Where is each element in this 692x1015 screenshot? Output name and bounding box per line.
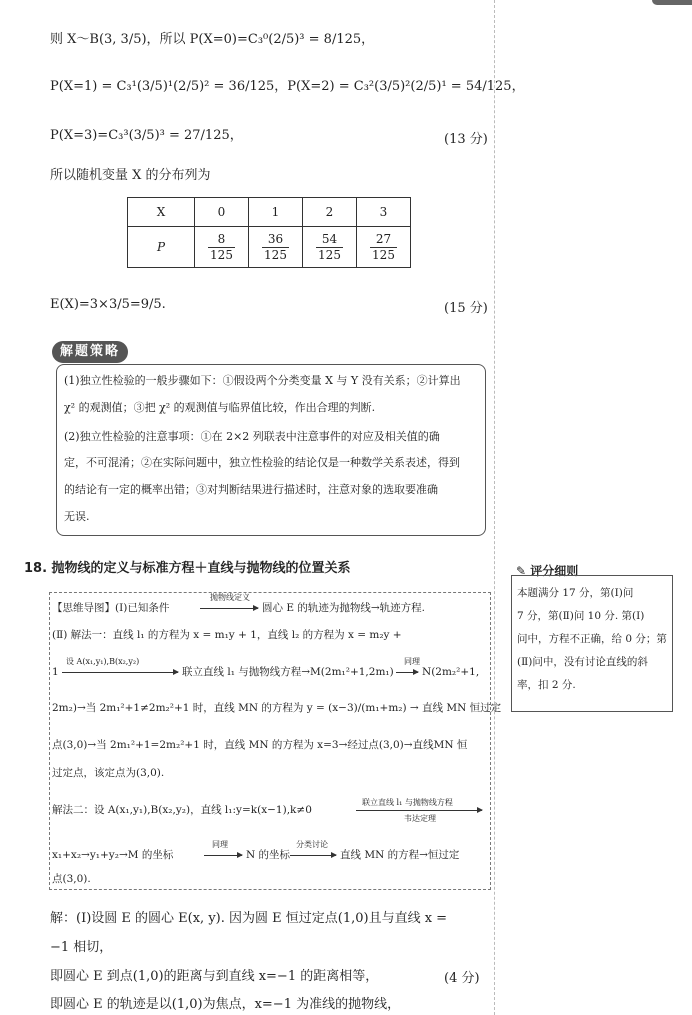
map-line-9: 点(3,0). <box>52 873 91 885</box>
numerator: 8 <box>217 231 226 246</box>
map-line-1-prefix: 【思维导图】(Ⅰ)已知条件 <box>52 602 170 614</box>
scoring-line: 7 分，第(Ⅱ)问 10 分. 第(Ⅰ) <box>517 610 645 622</box>
map-line-3-prefix: 1 <box>52 666 59 678</box>
arrow-label: 分类讨论 <box>296 840 328 849</box>
arrow-icon <box>396 672 418 673</box>
page-corner-tab <box>652 0 692 5</box>
denominator: 125 <box>264 247 287 262</box>
column-divider <box>494 0 495 1015</box>
map-line-7-prefix: 解法二：设 A(x₁,y₁),B(x₂,y₂)，直线 l₁:y=k(x−1),k≠0 <box>52 804 312 816</box>
table-cell-fraction <box>195 227 249 268</box>
tips-box <box>56 364 486 536</box>
table-cell: X <box>128 198 195 227</box>
distribution-table <box>127 197 411 268</box>
map-line-4: 2m₂)→当 2m₁²+1≠2m₂²+1 时，直线 MN 的方程为 y = (x−3)/(m₁+m₂) → 直线 MN 恒过定 <box>52 702 502 714</box>
tips-line: χ² 的观测值；③把 χ² 的观测值与临界值比较，作出合理的判断. <box>64 401 376 414</box>
arrow-icon <box>356 810 482 811</box>
score-4: (4 分) <box>444 971 480 986</box>
arrow-label: 抛物线定义 <box>210 593 250 602</box>
tips-line: 无误. <box>64 510 90 523</box>
scoring-line: (Ⅱ)问中，没有讨论直线的斜 <box>517 656 648 668</box>
arrow-icon <box>290 855 336 856</box>
arrow-label: 同理 <box>404 657 420 666</box>
tips-line: 的结论有一定的概率出错；③对判断结果进行描述时，注意对象的选取要准确 <box>64 483 438 496</box>
scoring-rules-label: 评分细则 <box>530 564 579 578</box>
solution-line-1: 则 X～B(3, 3/5)，所以 P(X=0)=C₃⁰(2/5)³ = 8/125， <box>50 32 375 47</box>
score-15: (15 分) <box>444 301 488 316</box>
arrow-icon <box>200 608 258 609</box>
solution-18-line-1: 解：(Ⅰ)设圆 E 的圆心 E(x, y). 因为圆 E 恒过定点(1,0)且与直线 x = <box>50 911 448 926</box>
solution-18-line-4: 即圆心 E 的轨迹是以(1,0)为焦点，x=−1 为准线的抛物线， <box>50 997 401 1012</box>
table-cell-fraction <box>249 227 303 268</box>
map-line-3-mid: 联立直线 l₁ 与抛物线方程→M(2m₁²+1,2m₁) <box>182 666 394 678</box>
numerator: 36 <box>267 231 284 246</box>
question-18-title: 18. 抛物线的定义与标准方程＋直线与抛物线的位置关系 <box>24 561 351 576</box>
tips-line: (2)独立性检验的注意事项：①在 2×2 列联表中注意事件的对应及相关值的确 <box>64 430 440 443</box>
scoring-line: 问中，方程不正确，给 0 分；第 <box>517 633 667 645</box>
numerator: 54 <box>321 231 338 246</box>
tips-badge: 解题策略 <box>52 341 128 363</box>
map-line-5: 点(3,0)→当 2m₁²+1=2m₂²+1 时，直线 MN 的方程为 x=3→经过点(3,0)→直线MN 恒 <box>52 739 468 751</box>
scoring-line: 本题满分 17 分，第(Ⅰ)问 <box>517 587 634 599</box>
arrow-label: 同理 <box>212 840 228 849</box>
table-cell-fraction <box>357 227 411 268</box>
arrow-label: 设 A(x₁,y₁),B(x₂,y₂) <box>66 657 140 666</box>
denominator: 125 <box>318 247 341 262</box>
expectation-line: E(X)=3×3/5=9/5. <box>50 297 166 312</box>
tips-line: 定，不可混淆；②在实际问题中，独立性检验的结论仅是一种数学关系表述，得到 <box>64 456 460 469</box>
table-row-p <box>128 227 411 268</box>
solution-line-2: P(X=1) = C₃¹(3/5)¹(2/5)² = 36/125，P(X=2) = C₃²(3/5)²(2/5)¹ = 54/125， <box>50 79 525 94</box>
tips-line: (1)独立性检验的一般步骤如下：①假设两个分类变量 X 与 Y 没有关系；②计算出 <box>64 374 461 387</box>
arrow-label-top: 联立直线 l₁ 与抛物线方程 <box>362 798 453 807</box>
arrow-icon <box>204 855 242 856</box>
scoring-line: 率，扣 2 分. <box>517 679 576 691</box>
denominator: 125 <box>372 247 395 262</box>
table-cell: P <box>128 227 195 268</box>
score-13: (13 分) <box>444 132 488 147</box>
solution-18-line-2: −1 相切， <box>50 940 113 955</box>
table-row-x <box>128 198 411 227</box>
solution-line-3: P(X=3)=C₃³(3/5)³ = 27/125， <box>50 128 243 143</box>
table-cell-fraction <box>303 227 357 268</box>
map-line-1-suffix: 圆心 E 的轨迹为抛物线→轨迹方程. <box>262 602 425 614</box>
edit-icon: ✎ <box>516 564 527 578</box>
solution-line-4: 所以随机变量 X 的分布列为 <box>50 168 211 183</box>
map-line-8-mid: N 的坐标 <box>246 849 291 861</box>
solution-18-line-3: 即圆心 E 到点(1,0)的距离与到直线 x=−1 的距离相等， <box>50 969 379 984</box>
map-line-8-prefix: x₁+x₂→y₁+y₂→M 的坐标 <box>52 849 174 861</box>
map-line-8-suffix: 直线 MN 的方程→恒过定 <box>340 849 460 861</box>
table-cell: 2 <box>303 198 357 227</box>
table-cell: 3 <box>357 198 411 227</box>
denominator: 125 <box>210 247 233 262</box>
arrow-label-bottom: 韦达定理 <box>404 814 436 823</box>
arrow-icon <box>62 672 178 673</box>
table-cell: 0 <box>195 198 249 227</box>
map-line-6: 过定点，该定点为(3,0). <box>52 767 165 779</box>
map-line-2: (Ⅱ) 解法一：直线 l₁ 的方程为 x = m₁y + 1，直线 l₂ 的方程为 x = m₂y + <box>52 629 402 641</box>
numerator: 27 <box>375 231 392 246</box>
table-cell: 1 <box>249 198 303 227</box>
map-line-3-suffix: N(2m₂²+1, <box>422 666 480 678</box>
